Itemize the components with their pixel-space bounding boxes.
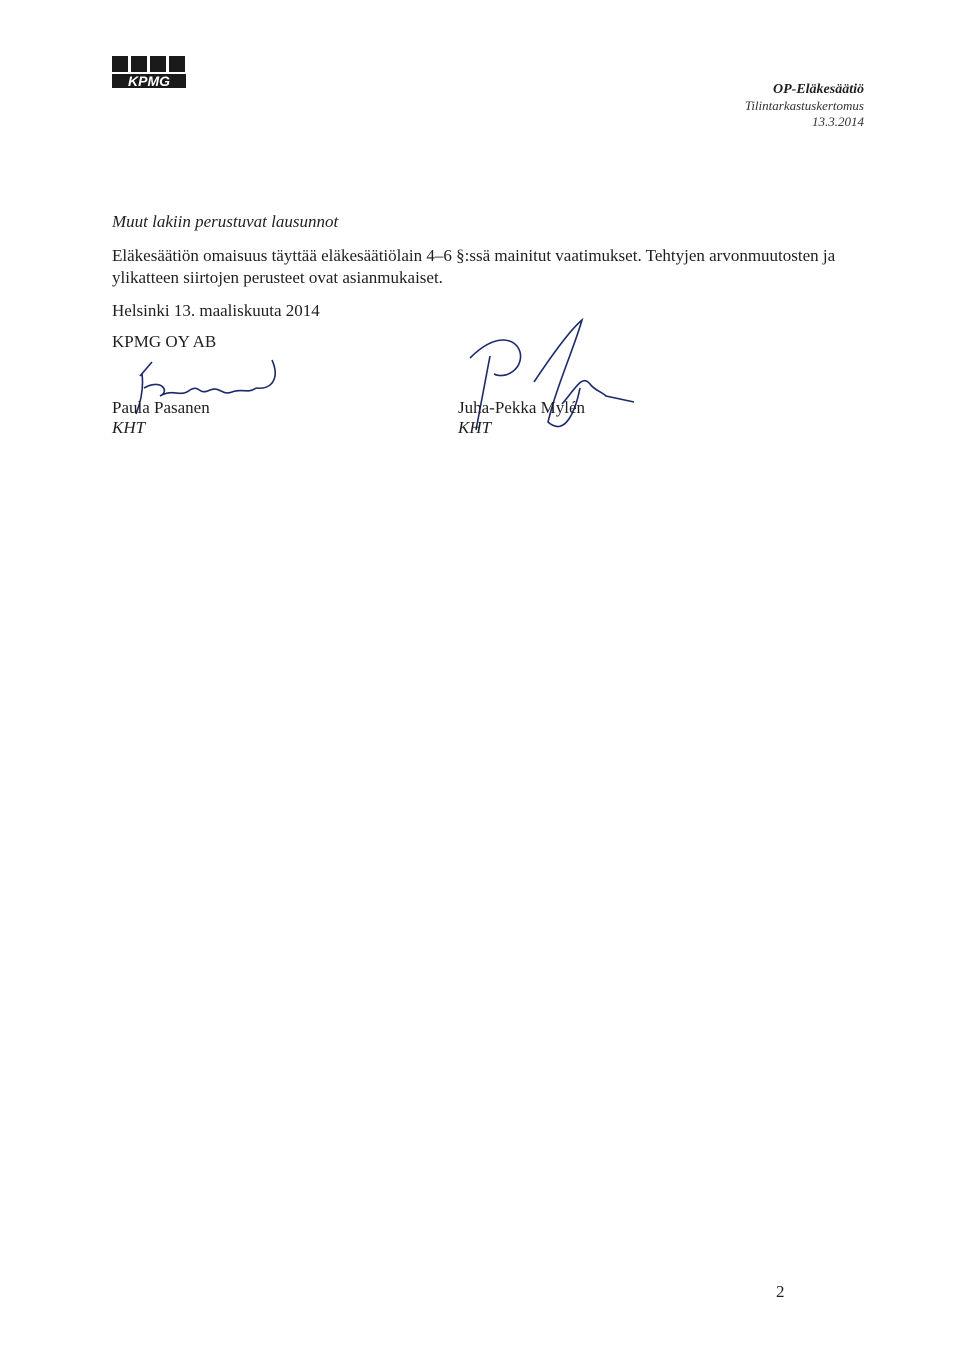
- organization-name: OP-Eläkesäätiö: [773, 82, 864, 97]
- document-type: Tilintarkastuskertomus: [744, 98, 864, 113]
- page-number: 2: [776, 1282, 785, 1301]
- place-and-date: Helsinki 13. maaliskuuta 2014: [112, 301, 320, 320]
- document-header: [745, 82, 864, 130]
- document-date: 13.3.2014: [812, 114, 864, 129]
- audit-firm-name: KPMG OY AB: [112, 332, 217, 351]
- signatory-1-title: KHT: [112, 418, 146, 437]
- signatory-1-name: Paula Pasanen: [112, 398, 210, 417]
- statement-paragraph: Eläkesäätiön omaisuus täyttää eläkesäätiölain 4–6 §:ssä mainitut vaatimukset. Tehtyjen arvonmuutosten ja ylikatteen siirtojen perusteet ovat asianmukaiset.: [112, 246, 836, 287]
- signatory-2-title: KHT: [458, 418, 492, 437]
- section-title: Muut lakiin perustuvat lausunnot: [112, 212, 339, 231]
- signatory-2-name: Juha-Pekka Mylén: [458, 398, 586, 417]
- logo-text: KPMG: [128, 73, 170, 89]
- kpmg-logo: [112, 56, 186, 90]
